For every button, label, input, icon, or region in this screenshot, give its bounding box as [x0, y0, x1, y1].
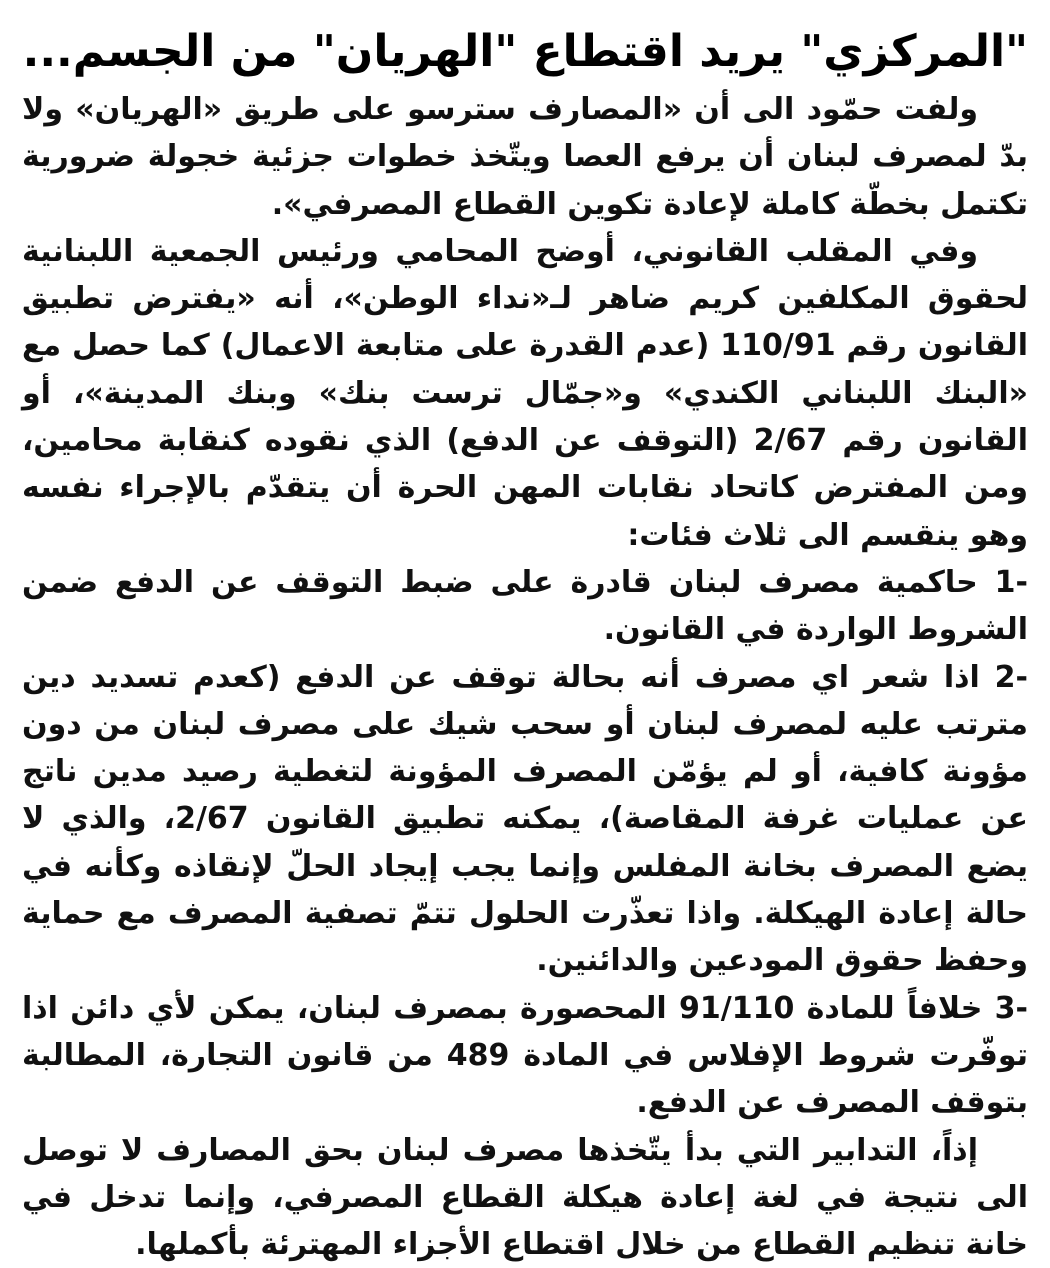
- paragraph-legal: وفي المقلب القانوني، أوضح المحامي ورئيس الجمعية اللبنانية لحقوق المكلفين كريم ضاهر لـ«نداء الوطن»، أنه «يفترض تطبيق القانون رقم 110/91 (عدم القدرة على متابعة الاعمال) كما حصل مع «البنك اللبناني الكندي» و«جمّال ترست بنك» وبنك المدينة»، أو القانون رقم 2/67 (التوقف عن الدفع) الذي نقوده كنقابة محامين، ومن المفترض كاتحاد نقابات المهن الحرة أن يتقدّم بالإجراء نفسه وهو ينقسم الى ثلاث فئات:: [22, 233, 1028, 553]
- list-item-3: -3 خلافاً للمادة 91/110 المحصورة بمصرف لبنان، يمكن لأي دائن اذا توفّرت شروط الإفلاس في المادة 489 من قانون التجارة، المطالبة بتوقف المصرف عن الدفع.: [22, 990, 1028, 1121]
- paragraph-intro: ولفت حمّود الى أن «المصارف سترسو على طريق «الهريان» ولا بدّ لمصرف لبنان أن يرفع العصا ويتّخذ خطوات جزئية خجولة ضرورية تكتمل بخطّة كاملة لإعادة تكوين القطاع المصرفي».: [22, 92, 1028, 222]
- headline: "المركزي" يريد اقتطاع "الهريان" من الجسم...: [22, 26, 1028, 77]
- article-body: [22, 86, 1028, 1268]
- paragraph-conclusion: إذاً، التدابير التي بدأ يتّخذها مصرف لبنان بحق المصارف لا توصل الى نتيجة في لغة إعادة هيكلة القطاع المصرفي، وإنما تدخل في خانة تنظيم القطاع من خلال اقتطاع الأجزاء المهترئة بأكملها.: [22, 1132, 1028, 1263]
- list-item-1: -1 حاكمية مصرف لبنان قادرة على ضبط التوقف عن الدفع ضمن الشروط الواردة في القانون.: [22, 564, 1028, 648]
- article: [22, 22, 1028, 1263]
- list-item-2: -2 اذا شعر اي مصرف أنه بحالة توقف عن الدفع (كعدم تسديد دين مترتب عليه لمصرف لبنان أو سحب شيك على مصرف لبنان من دون مؤونة كافية، أو لم يؤمّن المصرف المؤونة لتغطية رصيد مدين ناتج عن عمليات غرفة المقاصة)، يمكنه تطبيق القانون 2/67، والذي لا يضع المصرف بخانة المفلس وإنما يجب إيجاد الحلّ لإنقاذه وكأنه في حالة إعادة الهيكلة. واذا تعذّرت الحلول تتمّ تصفية المصرف مع حماية وحفظ حقوق المودعين والدائنين.: [22, 659, 1028, 979]
